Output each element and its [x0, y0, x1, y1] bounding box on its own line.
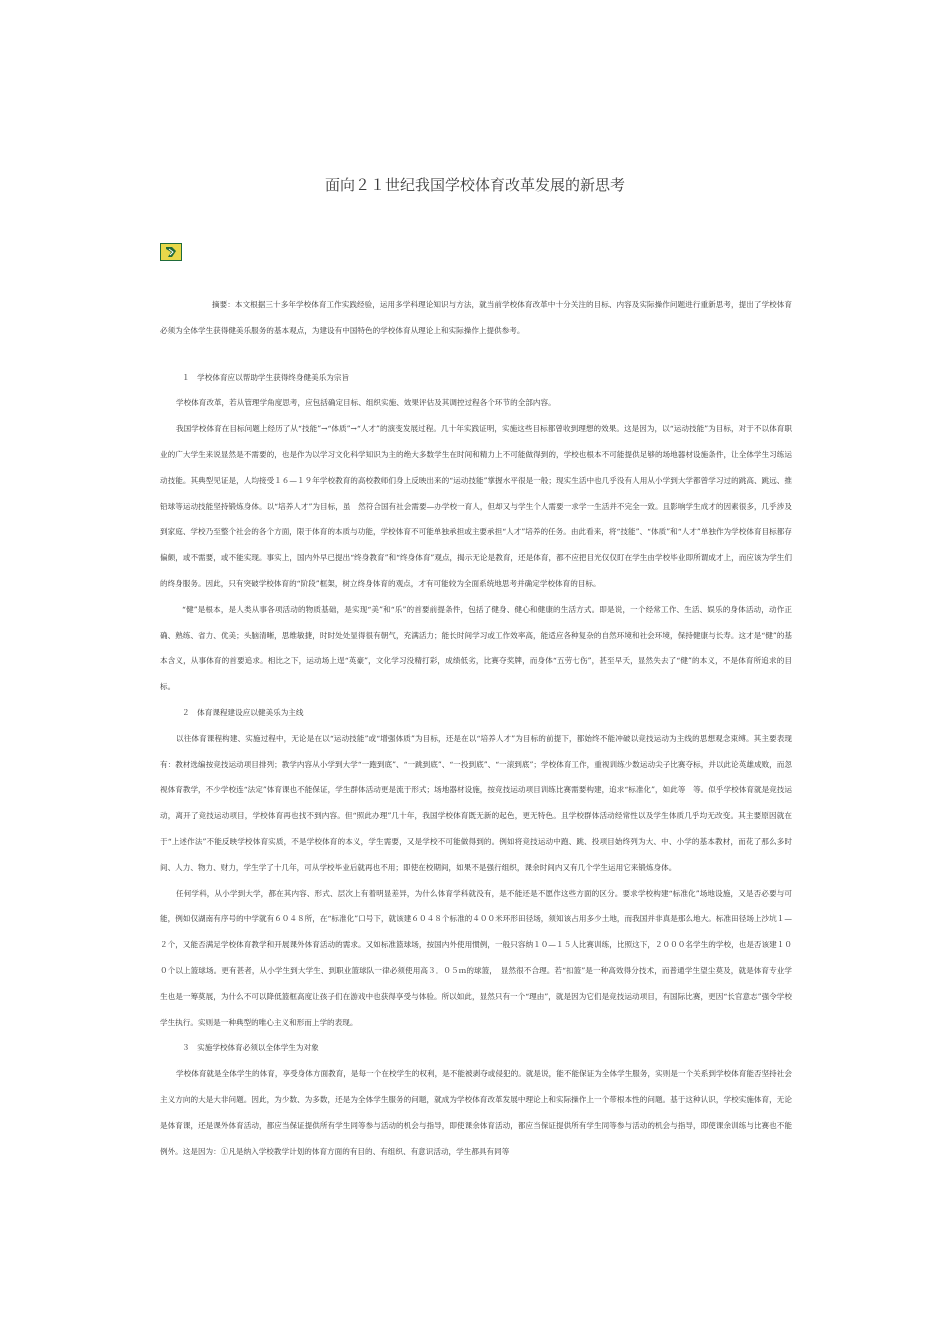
- document-title: 面向２１世纪我国学校体育改革发展的新思考: [324, 176, 625, 194]
- body-paragraph: 学校体育就是全体学生的体育，享受身体方面教育，是每一个在校学生的权利，是不能被剥夺或侵犯的。就是说，能不能保证为全体学生服务，实则是一个关系到学校体育能否坚持社会主义方向的大是大非问题。因此，为少数、为多数，还是为全体学生服务的问题，就成为学校体育改革发展中理论上和实际操作上一个带根本性的问题。基于这种认识，学校实施体育，无论是体育课，还是课外体育活动，都应当保证提供所有学生同等参与活动的机会与指导，即使课余体育活动，都应当保证提供所有学生同等参与活动的机会与指导，即使课余训练与比赛也不能例外。这是因为：①凡是纳入学校教学计划的体育方面的有目的、有组织、有意识活动，学生都具有同等: [160, 1069, 792, 1156]
- section-heading-2: ２ 体育课程建设应以健美乐为主线: [182, 707, 304, 717]
- abstract-paragraph: 摘要：本文根据三十多年学校体育工作实践经验，运用多学科理论知识与方法，就当前学校体育改革中十分关注的目标、内容及实际操作问题进行重新思考，提出了学校体育必须为全体学生获得健美乐服务的基本观点，为建设有中国特色的学校体育从理论上和实际操作上提供参考。: [160, 300, 792, 335]
- body-paragraph: 学校体育改革，若从管理学角度思考，应包括确定目标、组织实施、效果评估及其调控过程各个环节的全部内容。: [176, 398, 556, 408]
- body-paragraph: “健”是根本，是人类从事各项活动的物质基础，是实现“美”和“乐”的首要前提条件，包括了健身、健心和健康的生活方式。即是说，一个经常工作、生活、娱乐的身体活动，动作正确、熟练、省力、优美；头脑清晰，思维敏捷，时时处处显得很有朝气，充满活力；能长时间学习或工作效率高，能适应各种复杂的自然环境和社会环境，保持健康与长寿。这才是“健”的基本含义，从事体育的首要追求。相比之下，运动场上逞“英豪”，文化学习没精打彩，成绩低劣，比赛夺奖牌，而身体“五劳七伤”，甚至早夭，显然失去了“健”的本义，不是体育所追求的目标。: [160, 604, 792, 692]
- body-paragraph: 我国学校体育在目标问题上经历了从“技能”→“体质”→“人才”的演变发展过程。几十年实践证明，实施这些目标都曾收到理想的效果。这是因为，以“运动技能”为目标，对于不以体育职业的广大学生来说显然是不需要的，也是作为以学习文化科学知识为主的绝大多数学生在时间和精力上不可能做得到的，学校也根本不可能提供足够的场地器材设施条件，让全体学生习练运动技能。其典型见证是，人均接受１６—１９年学校教育的高校教师们身上反映出来的“运动技能”掌握水平很是一般；现实生活中也几乎没有人用从小学到大学都曾学习过的跳高、跳远、推铅球等运动技能坚持锻炼身体。以“培养人才”为目标，虽 然符合国有社会需要—办学校一育人，但却又与学生个人需要一求学一生活并不完全一致。且影响学生成才的因素很多，几乎涉及到家庭、学校乃至整个社会的各个方面，限于体育的本质与功能，学校体育不可能单独承担或主要承担“人才”培养的任务。由此看来，将“技能”、“体质”和“人才”单独作为学校体育目标都存偏颇，或不需要，或不能实现。事实上，国内外早已提出“终身教育”和“终身体育”观点，揭示无论是教育，还是体育，都不应把目光仅仅盯在学生由学校毕业即所谓成才上，而应该为学生们的终身服务。因此，只有突破学校体育的“阶段”框架，树立终身体育的观点，才有可能较为全面系统地思考并确定学校体育的目标。: [160, 424, 792, 588]
- body-paragraph: 任何学科，从小学到大学，都在其内容、形式、层次上有着明显差异，为什么体育学科就没有，是不能还是不愿作这些方面的区分。要求学校构建“标准化”场地设施，又是否必要与可能，例如仅湖南有序号的中学就有６０４８所，在“标准化”口号下，就该建６０４８个标准的４００米环形田径场，须知该占用多少土地，而我国并非真是那么地大。标准田径场上沙坑１—２个，又能否满足学校体育教学和开展课外体育活动的需求。又如标准篮球场，按国内外使用惯例，一般只容纳１０—１５人比赛训练，比照这下，２０００名学生的学校，也是否该建１００个以上篮球场。更有甚者，从小学生到大学生、到职业篮球队一律必须使用高３．０５ｍ的球篮， 显然很不合理。若“扣篮”是一种高效得分技术，而普通学生望尘莫及，就是体育专业学生也是一筹莫展，为什么不可以降低篮框高度让孩子们在游戏中也获得享受与体验。所以如此，显然只有一个“理由”，就是因为它们是竞技运动项目，有国际比赛，更因“长官意志”强令学校学生执行。实则是一种典型的唯心主义和形而上学的表现。: [160, 888, 792, 1027]
- body-paragraph: 以往体育课程构建、实施过程中，无论是在以“运动技能”或“增强体质”为目标，还是在以“培养人才”为目标的前提下，都始终不能冲破以竞技运动为主线的思想观念束缚。其主要表现有：教材选编按竞技运动项目排列；教学内容从小学到大学“一跑到底”、“一跳到底”、“一投到底”、“一滚到底”；学校体育工作，重视训练少数运动尖子比赛夺标，并以此论英雄成败，而忽视体育教学，不少学校连“法定”体育课也不能保证，学生群体活动更是流于形式；场地器材设施，按竞技运动项目训练比赛需要构建，追求“标准化”，如此等 等。似乎学校体育就是竞技运动，离开了竞技运动项目，学校体育再也找不到内容。但“照此办理”几十年，我国学校体育既无新的起色，更无特色。且学校群体活动经常性以及学生体质几乎均无改变。其主要原因就在于“上述作法”不能反映学校体育实质，不是学校体育的本义，学生需要，又是学校不可能做得到的。例如将竞技运动中跑、跳、投项目始终列为大、中、小学的基本教材，而花了那么多时间、人力、物力、财力，学生学了十几年，可从学校毕业后就再也不用；即使在校期间，如果不是强行组织，课余时间内又有几个学生运用它来锻炼身体。: [160, 733, 792, 872]
- document-link-icon[interactable]: [160, 243, 182, 261]
- article-body: [160, 292, 792, 1164]
- section-heading-3: ３ 实施学校体育必须以全体学生为对象: [182, 1043, 319, 1053]
- section-heading-1: １ 学校体育应以帮助学生获得终身健美乐为宗旨: [182, 372, 350, 382]
